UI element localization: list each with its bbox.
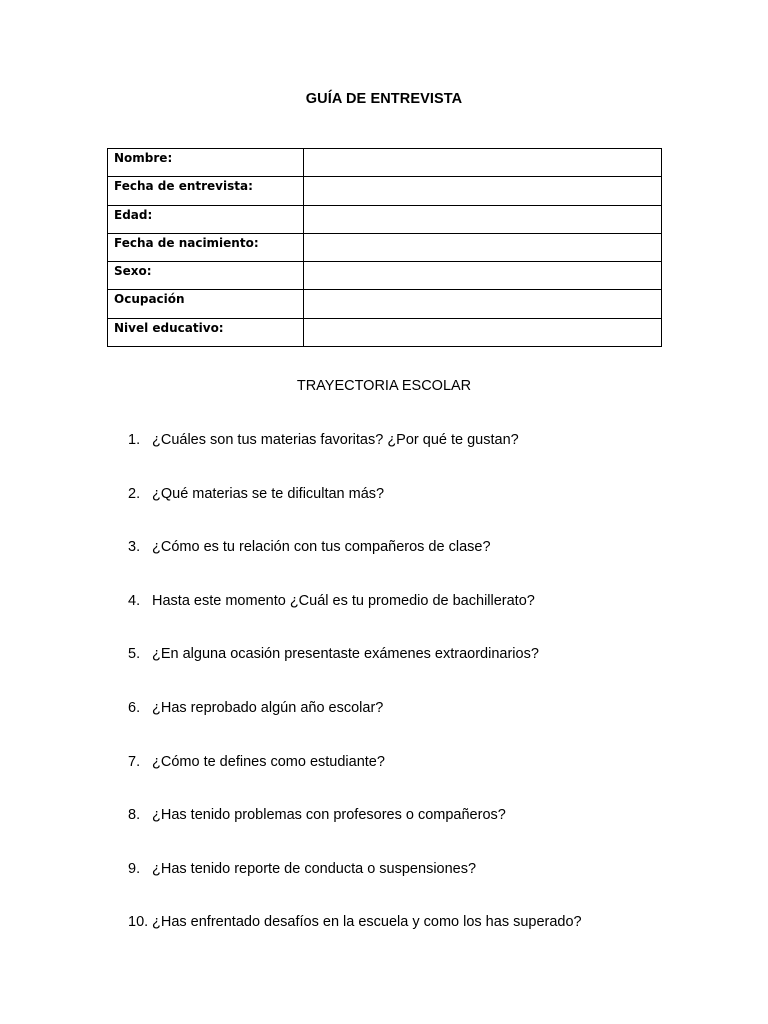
row-label-nivel-educativo: Nivel educativo:	[108, 318, 304, 346]
question-item	[128, 699, 748, 753]
question-text: ¿Has tenido problemas con profesores o compañeros?	[152, 807, 506, 824]
question-number: 6.	[128, 699, 141, 716]
table-row	[108, 205, 662, 233]
question-number: 4.	[128, 592, 141, 609]
table-row	[108, 290, 662, 318]
question-number: 1.	[128, 432, 141, 448]
question-number: 5.	[128, 646, 141, 663]
table-row	[108, 233, 662, 261]
question-text: ¿Has tenido reporte de conducta o suspensiones?	[152, 860, 477, 877]
question-text: ¿Cómo te defines como estudiante?	[152, 753, 385, 770]
info-table	[107, 148, 662, 347]
table-row	[108, 177, 662, 205]
row-value-nombre[interactable]	[304, 149, 662, 177]
row-label-fecha-entrevista: Fecha de entrevista:	[108, 177, 304, 205]
question-number: 2.	[128, 485, 141, 502]
question-item	[128, 913, 748, 967]
question-number: 10.	[128, 914, 149, 931]
question-number: 3.	[128, 539, 141, 556]
row-label-fecha-nacimiento: Fecha de nacimiento:	[108, 233, 304, 261]
question-item	[128, 538, 748, 592]
question-item	[128, 592, 748, 646]
row-label-ocupacion: Ocupación	[108, 290, 304, 318]
question-number: 9.	[128, 860, 141, 877]
question-item	[128, 645, 748, 699]
question-number: 7.	[128, 753, 141, 770]
question-text: ¿Cuáles son tus materias favoritas? ¿Por qué te gustan?	[152, 432, 519, 448]
question-item	[128, 806, 748, 860]
document-title: GUÍA DE ENTREVISTA	[305, 91, 463, 107]
row-label-edad: Edad:	[108, 205, 304, 233]
row-value-fecha-entrevista[interactable]	[304, 177, 662, 205]
row-value-sexo[interactable]	[304, 262, 662, 290]
section-title: TRAYECTORIA ESCOLAR	[296, 378, 472, 394]
question-text: ¿En alguna ocasión presentaste exámenes extraordinarios?	[152, 646, 539, 663]
question-text: Hasta este momento ¿Cuál es tu promedio de bachillerato?	[152, 592, 535, 609]
row-value-ocupacion[interactable]	[304, 290, 662, 318]
row-value-edad[interactable]	[304, 205, 662, 233]
table-row	[108, 262, 662, 290]
question-number: 8.	[128, 807, 141, 824]
question-item	[128, 753, 748, 807]
question-item	[128, 485, 748, 539]
question-text: ¿Qué materias se te dificultan más?	[152, 485, 385, 502]
question-text: ¿Has reprobado algún año escolar?	[152, 699, 384, 716]
table-row	[108, 149, 662, 177]
row-value-nivel-educativo[interactable]	[304, 318, 662, 346]
row-label-sexo: Sexo:	[108, 262, 304, 290]
question-item	[128, 431, 748, 485]
question-item	[128, 860, 748, 914]
row-value-fecha-nacimiento[interactable]	[304, 233, 662, 261]
row-label-nombre: Nombre:	[108, 149, 304, 177]
question-text: ¿Cómo es tu relación con tus compañeros de clase?	[152, 539, 491, 556]
table-row	[108, 318, 662, 346]
question-text: ¿Has enfrentado desafíos en la escuela y como los has superado?	[152, 914, 582, 931]
questions-list	[128, 431, 748, 967]
